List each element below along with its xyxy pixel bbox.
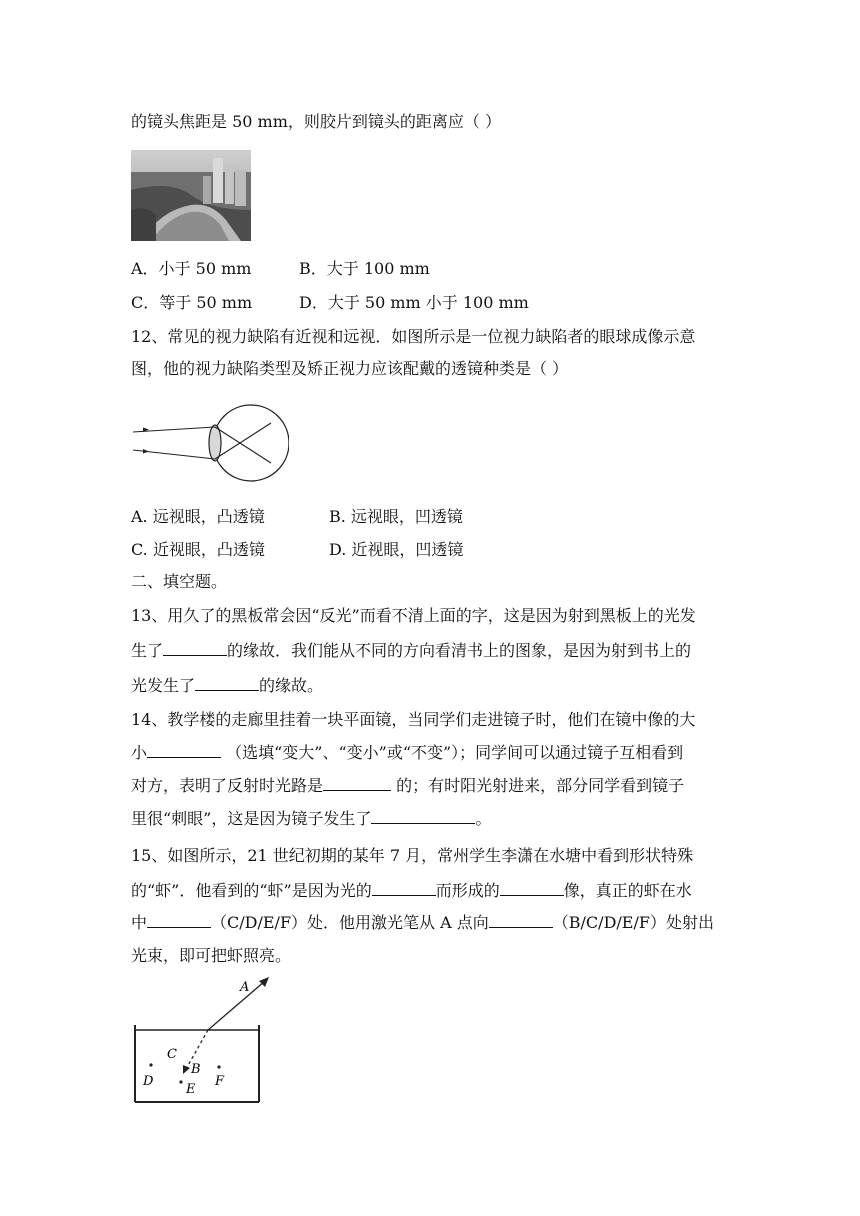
q14-blank-3[interactable] — [371, 809, 475, 824]
q15-blank-1[interactable] — [372, 881, 436, 896]
q11-option-a: A．小于 50 mm — [131, 259, 252, 278]
label-f: F — [215, 1074, 225, 1089]
q12-option-d: D. 近视眼，凹透镜 — [329, 540, 464, 559]
q12-option-b: B. 远视眼，凹透镜 — [329, 507, 463, 526]
q12-stem-line2: 图，他的视力缺陷类型及矫正视力应该配戴的透镜种类是（ ） — [131, 359, 569, 378]
q15-stem-line4: 光束，即可把虾照亮。 — [131, 946, 292, 965]
label-a: A — [240, 980, 250, 995]
label-e: E — [186, 1082, 196, 1097]
q14-blank-1[interactable] — [147, 743, 221, 758]
q15-stem-line2: 的“虾”．他看到的“虾”是因为光的 而形成的 像，真正的虾在水 — [131, 881, 692, 900]
q13-stem-line1: 13、用久了的黑板常会因“反光”而看不清上面的字，这是因为射到黑板上的光发 — [131, 606, 696, 625]
q12-option-a: A. 远视眼，凸透镜 — [131, 507, 265, 526]
q13-blank-2[interactable] — [195, 676, 259, 691]
q13-blank-1[interactable] — [163, 641, 227, 656]
q11-option-d: D．大于 50 mm 小于 100 mm — [299, 293, 529, 312]
water-tank-diagram — [131, 975, 281, 1105]
q14-stem-line4: 里很“刺眼”，这是因为镜子发生了 。 — [131, 809, 492, 828]
q15-blank-3[interactable] — [147, 913, 211, 928]
q14-stem-line3: 对方，表明了反射时光路是 的；有时阳光射进来，部分同学看到镜子 — [131, 776, 685, 795]
q11-option-b: B．大于 100 mm — [299, 259, 430, 278]
q15-blank-2[interactable] — [500, 881, 564, 896]
q15-blank-4[interactable] — [489, 913, 553, 928]
q11-stem-tail: 的镜头焦距是 50 mm，则胶片到镜头的距离应（ ） — [131, 112, 501, 131]
q12-stem-line1: 12、常见的视力缺陷有近视和远视．如图所示是一位视力缺陷者的眼球成像示意 — [131, 327, 696, 346]
q12-option-c: C. 近视眼，凸透镜 — [131, 540, 265, 559]
city-river-photo — [131, 150, 251, 241]
q11-option-c: C．等于 50 mm — [131, 293, 253, 312]
eye-diagram — [131, 398, 289, 488]
q15-stem-line3: 中 （C/D/E/F）处．他用激光笔从 A 点向 （B/C/D/E/F）处射出 — [131, 913, 714, 932]
section-heading-fill-in: 二、填空题。 — [131, 572, 228, 591]
q14-stem-line2: 小 （选填“变大”、“变小”或“不变”）；同学间可以通过镜子互相看到 — [131, 743, 684, 762]
label-b: B — [191, 1062, 201, 1077]
label-d: D — [143, 1074, 154, 1089]
q13-stem-line3: 光发生了 的缘故。 — [131, 676, 324, 695]
q13-stem-line2: 生了 的缘故．我们能从不同的方向看清书上的图象，是因为射到书上的 — [131, 641, 692, 660]
label-c: C — [167, 1047, 177, 1062]
q15-stem-line1: 15、如图所示，21 世纪初期的某年 7 月，常州学生李潇在水塘中看到形状特殊 — [131, 846, 694, 865]
q14-stem-line1: 14、教学楼的走廊里挂着一块平面镜，当同学们走进镜子时，他们在镜中像的大 — [131, 710, 696, 729]
q14-blank-2[interactable] — [323, 776, 391, 791]
